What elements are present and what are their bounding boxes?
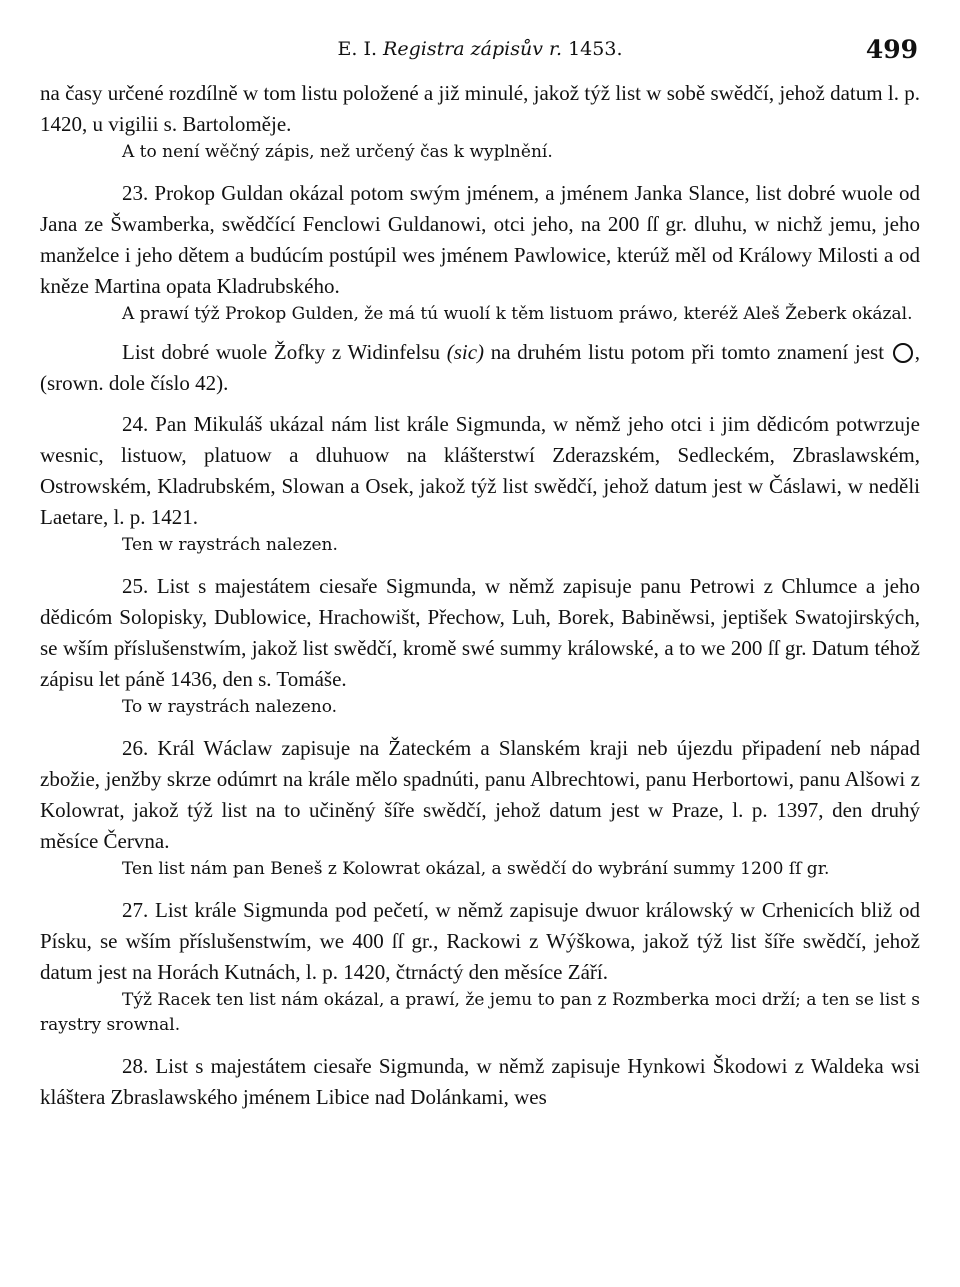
page-number: 499	[865, 35, 918, 64]
entry-28: 28. List s majestátem ciesaře Sigmunda, w němž zapisuje Hynkowi Škodowi z Waldeka wsi kláštera Zbraslawského jménem Libice nad Dolánkami, wes	[40, 1054, 920, 1109]
entry-list-zofka	[40, 337, 920, 399]
page-body	[40, 78, 920, 1113]
list-text-before: List dobré wuole Žofky z Widinfelsu	[122, 340, 441, 364]
entry-26-note: Ten list nám pan Beneš z Kolowrat okázal, a swědčí do wybrání summy 1200 ſſ gr.	[122, 859, 830, 879]
paragraph-continuation: na časy určené rozdílně w tom listu položené a již minulé, jakož týž list w sobě swědčí, jehož datum l. p. 1420, u vigilii s. Bartoloměje.	[40, 81, 920, 136]
title-year: 1453.	[568, 38, 623, 60]
running-title	[40, 38, 920, 60]
entry-27: 27. List krále Sigmunda pod pečetí, w němž zapisuje dwuor králowský w Crhenicích bliž od Písku, se wším příslušenstwím, we 400 ſſ gr., Rackowi z Wýškowa, jakož týž list šíře swědčí, jehož datum jest na Horách Kutnách, l. p. 1420, čtrnáctý den měsíce Září.	[40, 898, 920, 984]
entry-24: 24. Pan Mikuláš ukázal nám list krále Sigmunda, w němž jeho otci i jim dědicóm potwrzuje wesnic, listuow, platuow a dluhuow na klášterstwí Zderazském, Sedleckém, Zbraslawském, Ostrowském, Kladrubském, Slowan a Osek, jakož týž list swědčí, jehož datum jest w Čáslawi, w neděli Laetare, l. p. 1421.	[40, 412, 920, 529]
title-italic: Registra zápisův r.	[383, 38, 563, 60]
entry-23-note: A prawí týž Prokop Gulden, že má tú wuolí k těm listuom práwo, kteréž Aleš Žeberk okázal.	[122, 304, 913, 324]
running-header	[40, 35, 920, 66]
entry-25-note: To w raystrách nalezeno.	[122, 697, 338, 717]
list-text-mid: na druhém listu potom při tomto znamení jest	[490, 340, 885, 364]
sic-mark: (sic)	[446, 340, 485, 364]
entry-23: 23. Prokop Guldan okázal potom swým jménem, a jménem Janka Slance, list dobré wuole od Jana ze Šwamberka, swědčící Fenclowi Guldanowi, otci jeho, na 200 ſſ gr. dluhu, w nichž jemu, jeho manželce i jeho dětem a budúcím postúpil wes jménem Pawlowice, kterúž měl od Králowy Milosti a od kněze Martina opata Kladrubského.	[40, 181, 920, 298]
entry-25: 25. List s majestátem ciesaře Sigmunda, w němž zapisuje panu Petrowi z Chlumce a jeho dědicóm Solopisky, Dublowice, Hrachowišt, Přechow, Luh, Borek, Babiněwsi, jeptišek Swatojirských, se wším příslušenstwím, jakož list swědčí, kromě swé summy králowské, a to we 200 ſſ gr. Datum téhož zápisu let páně 1436, den s. Tomáše.	[40, 574, 920, 691]
entry-27-note: Týž Racek ten list nám okázal, a prawí, že jemu to pan z Rozmberka moci drží; a ten se list s raystry srownal.	[40, 990, 920, 1035]
entry-24-note: Ten w raystrách nalezen.	[122, 535, 338, 555]
entry-26: 26. Král Wáclaw zapisuje na Žateckém a Slanském kraji neb újezdu připadení neb nápad zbožie, jenžby skrze odúmrt na krále mělo spadnúti, panu Albrechtowi, panu Herbortowi, panu Alšowi z Kolowrat, jakož týž list na to učiněný šíře swědčí, jehož datum jest w Praze, l. p. 1397, den druhý měsíce Červnа.	[40, 736, 920, 853]
title-prefix: E. I.	[337, 38, 377, 60]
list-text-after: , (srown. dole číslo 42).	[40, 340, 921, 395]
note-continuation: A to není wěčný zápis, než určený čas k wyplnění.	[122, 142, 553, 162]
circle-symbol-icon	[893, 343, 913, 363]
